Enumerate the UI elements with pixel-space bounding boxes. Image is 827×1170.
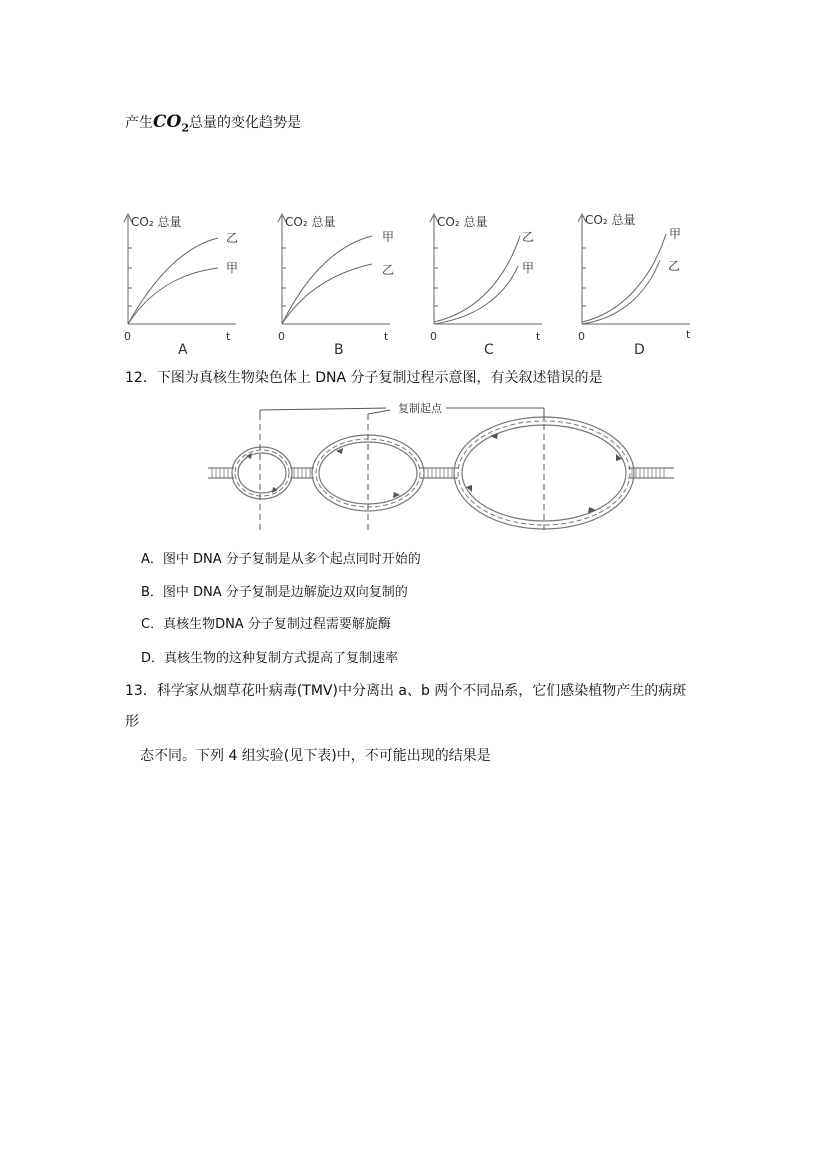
graph-xlabel: t [384,330,389,343]
graph-origin: 0 [430,330,437,343]
curve-lower-label: 乙 [668,259,681,273]
arrow-icon [616,454,622,461]
arrow-icon [466,485,472,492]
q12-option-c: C．真核生物DNA 分子复制过程需要解旋酶 [141,617,391,632]
graph-b-svg [272,208,402,358]
graph-origin: 0 [278,330,285,343]
curve-upper [434,236,520,322]
curve-lower [434,266,518,324]
graph-letter: A [178,342,188,358]
curve-upper-label: 甲 [382,230,395,244]
q12-stem: 12．下图为真核生物染色体上 DNA 分子复制过程示意图，有关叙述错误的是 [125,370,603,386]
graph-d [572,208,702,362]
replication-bubble-small [232,447,292,499]
graph-b [272,208,402,362]
graph-d-svg [572,208,702,358]
graph-ylabel: CO₂ 总量 [131,215,182,229]
q12-option-a: A．图中 DNA 分子复制是从多个起点同时开始的 [141,552,421,567]
intro-suffix: 总量的变化趋势是 [189,115,301,131]
intro-line [125,112,301,138]
q12-option-d: D．真核生物的这种复制方式提高了复制速率 [141,651,399,666]
graph-ylabel: CO₂ 总量 [585,213,636,227]
curve-lower [282,264,372,324]
curve-lower [128,268,218,324]
graph-letter: C [484,342,494,358]
curve-lower [582,260,660,324]
q13-line-3: 态不同。下列 4 组实验(见下表)中，不可能出现的结果是 [140,748,491,764]
dna-diagram-svg [200,396,680,536]
curve-upper [128,238,218,324]
graph-c-svg [424,208,554,358]
q13-line-1: 13．科学家从烟草花叶病毒(TMV)中分离出 a、b 两个不同品系，它们感染植物产生的病斑 [125,683,687,699]
curve-upper [582,234,666,322]
graph-xlabel: t [536,330,541,343]
curve-lower-label: 甲 [226,261,239,275]
graph-a-svg [118,208,248,358]
graph-c [424,208,554,362]
graph-letter: D [634,342,645,358]
curve-lower-label: 甲 [522,261,535,275]
dna-ladder-right [628,468,674,478]
curve-lower-label: 乙 [382,263,395,277]
graph-ylabel: CO₂ 总量 [437,215,488,229]
q12-option-b: B．图中 DNA 分子复制是边解旋边双向复制的 [141,585,408,600]
replication-bubble-large [454,417,634,529]
graph-a [118,208,248,362]
curve-upper-label: 乙 [226,231,239,245]
graph-ylabel: CO₂ 总量 [285,215,336,229]
graph-origin: 0 [578,330,585,343]
curve-upper-label: 甲 [669,227,682,241]
graph-origin: 0 [124,330,131,343]
arrow-icon [490,433,498,439]
co2-formula: $CO_2$ [153,112,189,135]
q13-line-2: 形 [125,714,139,730]
dna-replication-diagram [200,396,680,540]
curve-upper [282,236,372,324]
graph-xlabel: t [686,328,691,341]
curve-upper-label: 乙 [522,230,535,244]
intro-prefix: 产生 [125,115,153,131]
graph-letter: B [334,342,344,358]
graph-xlabel: t [226,330,231,343]
replication-origin-label: 复制起点 [398,402,442,415]
